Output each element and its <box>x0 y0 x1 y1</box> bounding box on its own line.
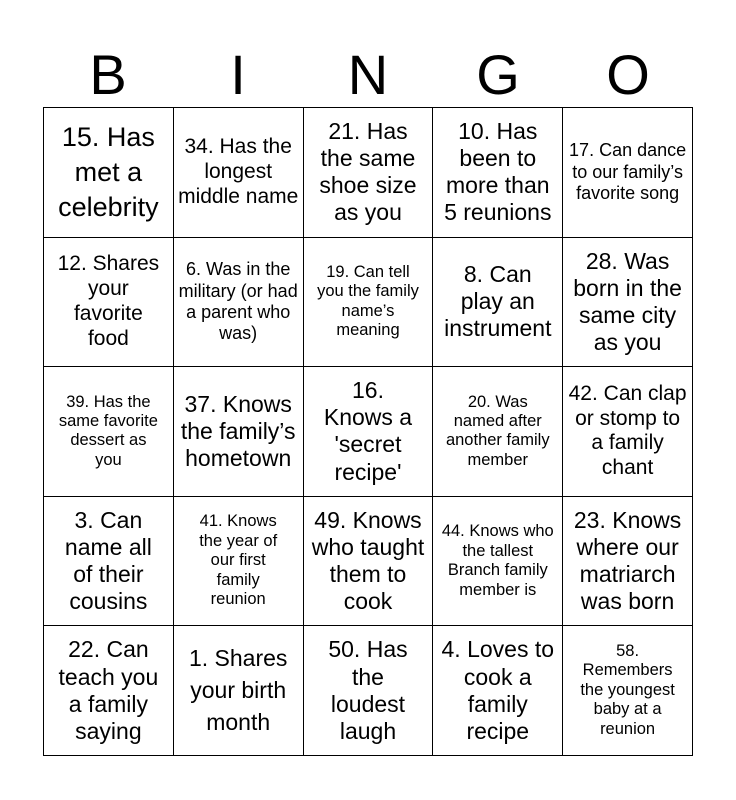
header-letter-n: N <box>347 43 389 106</box>
bingo-cell[interactable] <box>433 367 563 497</box>
bingo-cell[interactable] <box>44 626 174 756</box>
bingo-cell[interactable] <box>44 497 174 627</box>
cell-text: 17. Can dance to our family’s favorite song <box>569 140 687 203</box>
bingo-cell[interactable] <box>304 108 434 238</box>
cell-text: 22. Can teach you a family saying <box>58 636 159 744</box>
header-letter-i: I <box>230 43 246 106</box>
cell-text: 16. Knows a 'secret recipe' <box>323 377 413 485</box>
bingo-cell[interactable] <box>304 626 434 756</box>
bingo-cell[interactable] <box>563 497 693 627</box>
bingo-cell[interactable] <box>304 367 434 497</box>
cell-text: 1. Shares your birth month <box>188 645 288 735</box>
cell-text: 34. Has the longest middle name <box>178 135 299 208</box>
bingo-cell[interactable] <box>433 108 563 238</box>
cell-text: 23. Knows where our matriarch was born <box>573 506 682 615</box>
bingo-cell[interactable] <box>174 238 304 368</box>
cell-text: 44. Knows who the tallest Branch family member is <box>441 522 554 599</box>
header-letter-o: O <box>606 43 650 106</box>
bingo-cell[interactable] <box>304 497 434 627</box>
cell-text: 12. Shares your favorite food <box>57 252 160 350</box>
bingo-cell[interactable] <box>44 367 174 497</box>
bingo-cell[interactable] <box>174 108 304 238</box>
cell-text: 21. Has the same shoe size as you <box>319 118 417 226</box>
bingo-cell[interactable] <box>563 108 693 238</box>
cell-text: 58. Remembers the youngest baby at a reunion <box>580 642 675 738</box>
bingo-cell[interactable] <box>433 238 563 368</box>
cell-text: 4. Loves to cook a family recipe <box>441 636 555 744</box>
bingo-cell[interactable] <box>304 238 434 368</box>
bingo-cell[interactable] <box>563 238 693 368</box>
bingo-cell[interactable] <box>174 626 304 756</box>
cell-text: 15. Has met a celebrity <box>58 121 159 222</box>
cell-text: 37. Knows the family’s hometown <box>180 390 296 472</box>
cell-text: 19. Can tell you the family name’s meaning <box>317 262 419 340</box>
bingo-cell[interactable] <box>433 626 563 756</box>
cell-text: 39. Has the same favorite dessert as you <box>58 392 158 469</box>
bingo-cell[interactable] <box>174 367 304 497</box>
cell-text: 8. Can play an instrument <box>444 261 552 342</box>
bingo-cell[interactable] <box>433 497 563 627</box>
cell-text: 28. Was born in the same city as you <box>573 247 682 356</box>
cell-text: 50. Has the loudest laugh <box>328 636 408 744</box>
cell-text: 42. Can clap or stomp to a family chant <box>568 381 687 480</box>
cell-text: 49. Knows who taught them to cook <box>311 506 425 615</box>
cell-text: 6. Was in the military (or had a parent who was) <box>178 259 298 344</box>
cell-text: 20. Was named after another family member <box>445 392 550 469</box>
header-letter-b: B <box>89 43 127 106</box>
bingo-cell[interactable] <box>44 238 174 368</box>
header-letter-g: G <box>476 43 520 106</box>
bingo-cell[interactable] <box>563 367 693 497</box>
bingo-cell[interactable] <box>563 626 693 756</box>
bingo-header <box>43 42 693 108</box>
cell-text: 41. Knows the year of our first family reunion <box>199 512 278 609</box>
cell-text: 10. Has been to more than 5 reunions <box>444 118 552 226</box>
cell-text: 3. Can name all of their cousins <box>64 506 152 615</box>
bingo-cell[interactable] <box>44 108 174 238</box>
bingo-grid <box>43 107 693 756</box>
bingo-cell[interactable] <box>174 497 304 627</box>
